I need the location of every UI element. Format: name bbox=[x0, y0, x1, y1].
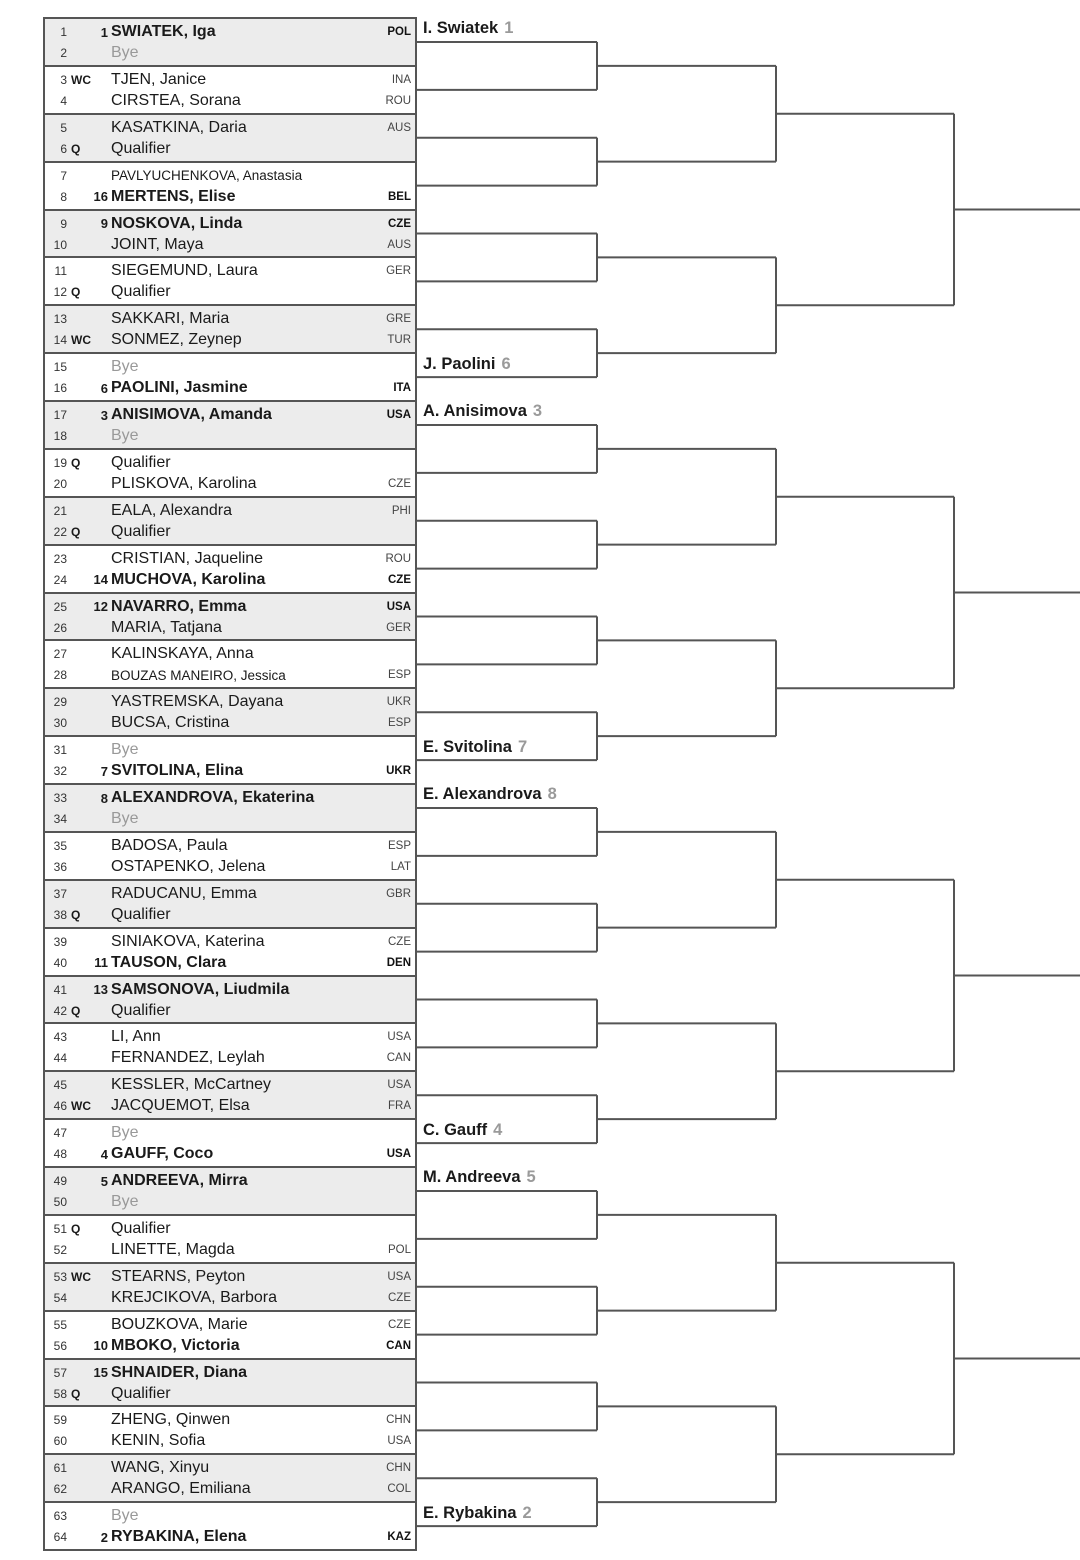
player-name: SONMEZ, Zeynep bbox=[111, 331, 242, 349]
advancer-seed: 5 bbox=[526, 1168, 536, 1186]
draw-position: 37 bbox=[53, 886, 67, 901]
player-name: Bye bbox=[111, 1124, 139, 1142]
draw-position: 63 bbox=[53, 1509, 67, 1524]
draw-position: 36 bbox=[53, 859, 67, 874]
nationality: CHN bbox=[386, 1414, 411, 1427]
player-name: Bye bbox=[111, 44, 139, 61]
player-name: ALEXANDROVA, Ekaterina bbox=[111, 789, 315, 806]
player-name: BOUZKOVA, Marie bbox=[111, 1315, 248, 1333]
player-name: KENIN, Sofia bbox=[111, 1432, 206, 1450]
nationality: ROU bbox=[385, 94, 411, 107]
player-name: ANISIMOVA, Amanda bbox=[111, 406, 272, 423]
draw-position: 12 bbox=[53, 285, 67, 300]
player-name: NOSKOVA, Linda bbox=[111, 214, 243, 232]
entry-type: WC bbox=[71, 1269, 91, 1284]
nationality: USA bbox=[386, 600, 411, 613]
draw-position: 50 bbox=[53, 1195, 67, 1209]
draw-position: 55 bbox=[53, 1317, 67, 1332]
draw-position: 22 bbox=[53, 524, 67, 539]
entry-type: WC bbox=[71, 333, 91, 348]
seed-number: 8 bbox=[100, 790, 108, 806]
entry-type: Q bbox=[71, 141, 81, 156]
draw-position: 7 bbox=[60, 168, 67, 183]
entry-type: Q bbox=[71, 285, 81, 300]
advancer-name: E. Svitolina bbox=[423, 738, 512, 757]
player-name: WANG, Xinyu bbox=[111, 1459, 210, 1477]
nationality: USA bbox=[386, 409, 411, 421]
player-name: YASTREMSKA, Dayana bbox=[111, 693, 284, 711]
player-name: Bye bbox=[111, 1193, 139, 1210]
nationality: POL bbox=[387, 26, 411, 38]
draw-position: 41 bbox=[53, 982, 67, 997]
player-name: Qualifier bbox=[111, 283, 171, 301]
player-name: PLISKOVA, Karolina bbox=[111, 474, 257, 492]
draw-position: 52 bbox=[53, 1242, 67, 1257]
player-name: SIEGEMUND, Laura bbox=[111, 262, 258, 280]
draw-position: 45 bbox=[53, 1078, 67, 1093]
draw-position: 21 bbox=[53, 503, 67, 518]
seed-number: 14 bbox=[93, 572, 108, 588]
player-name: KALINSKAYA, Anna bbox=[111, 645, 254, 663]
player-name: SVITOLINA, Elina bbox=[111, 762, 244, 780]
player-name: LINETTE, Magda bbox=[111, 1240, 235, 1258]
entry-type: Q bbox=[71, 455, 81, 470]
player-name: MBOKO, Victoria bbox=[111, 1336, 240, 1354]
advancer-label bbox=[423, 1504, 532, 1523]
seed-number: 11 bbox=[94, 955, 108, 971]
player-name: SINIAKOVA, Katerina bbox=[111, 932, 265, 950]
nationality: DEN bbox=[386, 956, 411, 969]
draw-position: 56 bbox=[53, 1338, 67, 1353]
draw-position: 10 bbox=[53, 237, 67, 252]
draw-position: 29 bbox=[53, 695, 67, 710]
player-name: KASATKINA, Daria bbox=[111, 118, 247, 136]
nationality: GBR bbox=[386, 887, 411, 900]
player-name: FERNANDEZ, Leylah bbox=[111, 1049, 265, 1067]
draw-position: 59 bbox=[53, 1413, 67, 1428]
draw-position: 40 bbox=[53, 955, 67, 970]
draw-position: 46 bbox=[53, 1099, 67, 1114]
nationality: USA bbox=[387, 1435, 411, 1448]
draw-position: 5 bbox=[60, 120, 67, 135]
nationality: AUS bbox=[387, 238, 411, 251]
player-name: KESSLER, McCartney bbox=[111, 1076, 272, 1094]
draw-position: 64 bbox=[53, 1530, 67, 1545]
nationality: COL bbox=[387, 1483, 411, 1496]
draw-position: 35 bbox=[53, 838, 67, 853]
player-name: MARIA, Tatjana bbox=[111, 618, 222, 636]
player-name: BOUZAS MANEIRO, Jessica bbox=[111, 667, 286, 683]
draw-position: 32 bbox=[53, 764, 67, 779]
player-name: ARANGO, Emiliana bbox=[111, 1480, 251, 1498]
entry-type: Q bbox=[71, 907, 81, 922]
player-name: ANDREEVA, Mirra bbox=[111, 1172, 248, 1189]
player-name: BADOSA, Paula bbox=[111, 836, 228, 854]
player-name: TJEN, Janice bbox=[111, 70, 207, 88]
draw-position: 4 bbox=[60, 93, 67, 108]
draw-position: 13 bbox=[53, 312, 67, 327]
player-name: RYBAKINA, Elena bbox=[111, 1528, 247, 1546]
player-name: SWIATEK, Iga bbox=[111, 23, 216, 40]
advancer-name: I. Swiatek bbox=[423, 19, 499, 37]
draw-position: 38 bbox=[53, 907, 67, 922]
draw-position: 54 bbox=[53, 1290, 67, 1305]
player-name: ZHENG, Qinwen bbox=[111, 1411, 231, 1429]
nationality: CZE bbox=[388, 573, 411, 586]
entry-type: Q bbox=[71, 524, 81, 539]
seed-number: 10 bbox=[93, 1338, 108, 1354]
draw-position: 57 bbox=[53, 1365, 67, 1380]
player-name: LI, Ann bbox=[111, 1028, 161, 1046]
seed-number: 4 bbox=[100, 1146, 108, 1162]
advancer-name: E. Alexandrova bbox=[423, 785, 542, 803]
player-name: NAVARRO, Emma bbox=[111, 597, 247, 615]
draw-position: 23 bbox=[53, 551, 67, 566]
player-name: Qualifier bbox=[111, 1219, 171, 1237]
nationality: LAT bbox=[390, 860, 411, 873]
player-name: KREJCIKOVA, Barbora bbox=[111, 1288, 277, 1306]
draw-position: 60 bbox=[53, 1434, 67, 1449]
draw-position: 28 bbox=[53, 668, 67, 683]
seed-number: 3 bbox=[100, 407, 108, 423]
draw-position: 27 bbox=[53, 647, 67, 662]
draw-position: 39 bbox=[53, 934, 67, 949]
nationality: CAN bbox=[386, 1339, 411, 1352]
draw-position: 43 bbox=[53, 1030, 67, 1045]
nationality: USA bbox=[387, 1079, 411, 1092]
draw-position: 53 bbox=[53, 1269, 67, 1284]
draw-position: 1 bbox=[60, 25, 67, 39]
nationality: CZE bbox=[388, 935, 411, 948]
player-name: SAMSONOVA, Liudmila bbox=[111, 980, 290, 998]
nationality: INA bbox=[391, 73, 411, 86]
advancer-name: M. Andreeva bbox=[423, 1168, 521, 1186]
seed-number: 12 bbox=[93, 599, 108, 614]
nationality: GER bbox=[386, 621, 411, 634]
player-name: Qualifier bbox=[111, 139, 171, 157]
advancer-seed: 7 bbox=[517, 738, 528, 757]
draw-position: 62 bbox=[53, 1482, 67, 1497]
seed-number: 15 bbox=[93, 1365, 108, 1380]
nationality: GRE bbox=[386, 313, 411, 326]
advancer-label bbox=[423, 355, 511, 374]
draw-position: 3 bbox=[60, 72, 67, 87]
advancer-name: E. Rybakina bbox=[423, 1504, 517, 1523]
draw-position: 24 bbox=[53, 572, 67, 587]
advancer-label bbox=[423, 785, 557, 804]
entry-type: Q bbox=[71, 1003, 81, 1018]
draw-position: 33 bbox=[53, 791, 67, 805]
seed-number: 7 bbox=[100, 763, 108, 779]
advancer-seed: 8 bbox=[547, 785, 557, 803]
player-name: CRISTIAN, Jaqueline bbox=[111, 549, 264, 567]
nationality: CZE bbox=[388, 1318, 411, 1331]
draw-position: 15 bbox=[53, 360, 67, 375]
nationality: ESP bbox=[387, 669, 411, 682]
draw-position: 34 bbox=[53, 812, 67, 826]
seed-number: 16 bbox=[93, 189, 108, 205]
draw-position: 51 bbox=[53, 1221, 67, 1236]
player-name: Qualifier bbox=[111, 1001, 171, 1019]
nationality: USA bbox=[387, 1270, 411, 1283]
advancer-label bbox=[423, 738, 527, 757]
nationality: CHN bbox=[386, 1462, 411, 1475]
player-name: Qualifier bbox=[111, 1384, 171, 1402]
advancer-label bbox=[423, 19, 513, 38]
player-name: TAUSON, Clara bbox=[111, 953, 227, 971]
draw-position: 26 bbox=[53, 620, 67, 635]
advancer-name: J. Paolini bbox=[423, 355, 496, 374]
player-name: Bye bbox=[111, 427, 139, 444]
player-name: Bye bbox=[111, 741, 139, 759]
draw-position: 25 bbox=[53, 599, 67, 614]
nationality: UKR bbox=[386, 696, 411, 709]
draw-position: 58 bbox=[53, 1386, 67, 1401]
draw-position: 49 bbox=[53, 1174, 67, 1188]
player-name: PAVLYUCHENKOVA, Anastasia bbox=[111, 168, 303, 184]
player-name: Qualifier bbox=[111, 905, 171, 923]
advancer-seed: 1 bbox=[504, 19, 514, 37]
advancer-seed: 2 bbox=[522, 1504, 532, 1523]
nationality: CZE bbox=[388, 477, 411, 490]
player-name: Bye bbox=[111, 810, 139, 827]
nationality: GER bbox=[386, 265, 411, 278]
player-name: SHNAIDER, Diana bbox=[111, 1363, 248, 1381]
nationality: CAN bbox=[386, 1052, 411, 1065]
advancer-label bbox=[423, 1121, 502, 1140]
draw-position: 19 bbox=[53, 455, 67, 470]
player-name: EALA, Alexandra bbox=[111, 501, 232, 519]
seed-number: 6 bbox=[100, 380, 108, 396]
player-name: Qualifier bbox=[111, 522, 171, 540]
player-name: RADUCANU, Emma bbox=[111, 884, 257, 902]
nationality: CZE bbox=[388, 1291, 411, 1304]
entry-type: WC bbox=[71, 1099, 91, 1114]
draw-position: 30 bbox=[53, 716, 67, 731]
nationality: POL bbox=[387, 1243, 411, 1256]
entry-type: WC bbox=[71, 72, 91, 87]
draw-position: 6 bbox=[60, 141, 67, 156]
draw-position: 2 bbox=[60, 46, 67, 60]
player-name: MUCHOVA, Karolina bbox=[111, 570, 266, 588]
draw-position: 17 bbox=[53, 408, 67, 422]
nationality: AUS bbox=[387, 121, 411, 134]
player-name: GAUFF, Coco bbox=[111, 1145, 214, 1163]
advancer-label bbox=[423, 1168, 536, 1187]
player-name: STEARNS, Peyton bbox=[111, 1267, 246, 1285]
draw-position: 20 bbox=[53, 476, 67, 491]
draw-position: 9 bbox=[60, 216, 67, 231]
player-name: JACQUEMOT, Elsa bbox=[111, 1097, 250, 1115]
draw-position: 8 bbox=[60, 189, 67, 204]
draw-position: 18 bbox=[53, 429, 67, 443]
player-name: JOINT, Maya bbox=[111, 235, 204, 253]
nationality: KAZ bbox=[387, 1531, 411, 1544]
draw-position: 44 bbox=[53, 1051, 67, 1066]
advancer-seed: 4 bbox=[493, 1121, 503, 1140]
draw-position: 42 bbox=[53, 1003, 67, 1018]
player-name: CIRSTEA, Sorana bbox=[111, 91, 241, 109]
entry-type: Q bbox=[71, 1221, 81, 1236]
nationality: ROU bbox=[385, 552, 411, 565]
nationality: ESP bbox=[387, 839, 411, 852]
entry-type: Q bbox=[71, 1386, 81, 1401]
nationality: CZE bbox=[388, 217, 411, 230]
seed-number: 13 bbox=[93, 982, 108, 997]
player-name: MERTENS, Elise bbox=[111, 187, 236, 205]
nationality: FRA bbox=[388, 1100, 411, 1113]
seed-number: 1 bbox=[100, 24, 108, 40]
draw-position: 61 bbox=[53, 1461, 67, 1476]
nationality: USA bbox=[387, 1031, 411, 1044]
nationality: ITA bbox=[393, 382, 411, 395]
seed-number: 5 bbox=[100, 1173, 108, 1189]
draw-position: 14 bbox=[53, 333, 67, 348]
player-name: Bye bbox=[111, 1507, 139, 1525]
advancer-seed: 3 bbox=[532, 402, 543, 420]
player-name: Qualifier bbox=[111, 453, 171, 471]
nationality: BEL bbox=[388, 190, 411, 203]
nationality: UKR bbox=[386, 765, 411, 778]
player-name: SAKKARI, Maria bbox=[111, 310, 230, 328]
advancer-seed: 6 bbox=[501, 355, 511, 374]
draw-position: 47 bbox=[53, 1126, 67, 1141]
nationality: PHI bbox=[391, 504, 411, 517]
advancer-name: C. Gauff bbox=[423, 1121, 488, 1140]
player-name: Bye bbox=[111, 358, 139, 376]
nationality: TUR bbox=[387, 334, 411, 347]
player-name: OSTAPENKO, Jelena bbox=[111, 857, 266, 875]
draw-position: 48 bbox=[53, 1147, 67, 1162]
advancer-name: A. Anisimova bbox=[423, 402, 527, 420]
nationality: ESP bbox=[387, 717, 411, 730]
draw-position: 16 bbox=[53, 381, 67, 396]
draw-position: 11 bbox=[54, 264, 67, 279]
draw-position: 31 bbox=[53, 743, 67, 758]
player-name: BUCSA, Cristina bbox=[111, 714, 230, 732]
seed-number: 2 bbox=[100, 1529, 108, 1545]
nationality: USA bbox=[386, 1148, 411, 1161]
advancer-label bbox=[423, 402, 542, 421]
player-name: PAOLINI, Jasmine bbox=[111, 379, 248, 397]
seed-number: 9 bbox=[100, 216, 108, 231]
